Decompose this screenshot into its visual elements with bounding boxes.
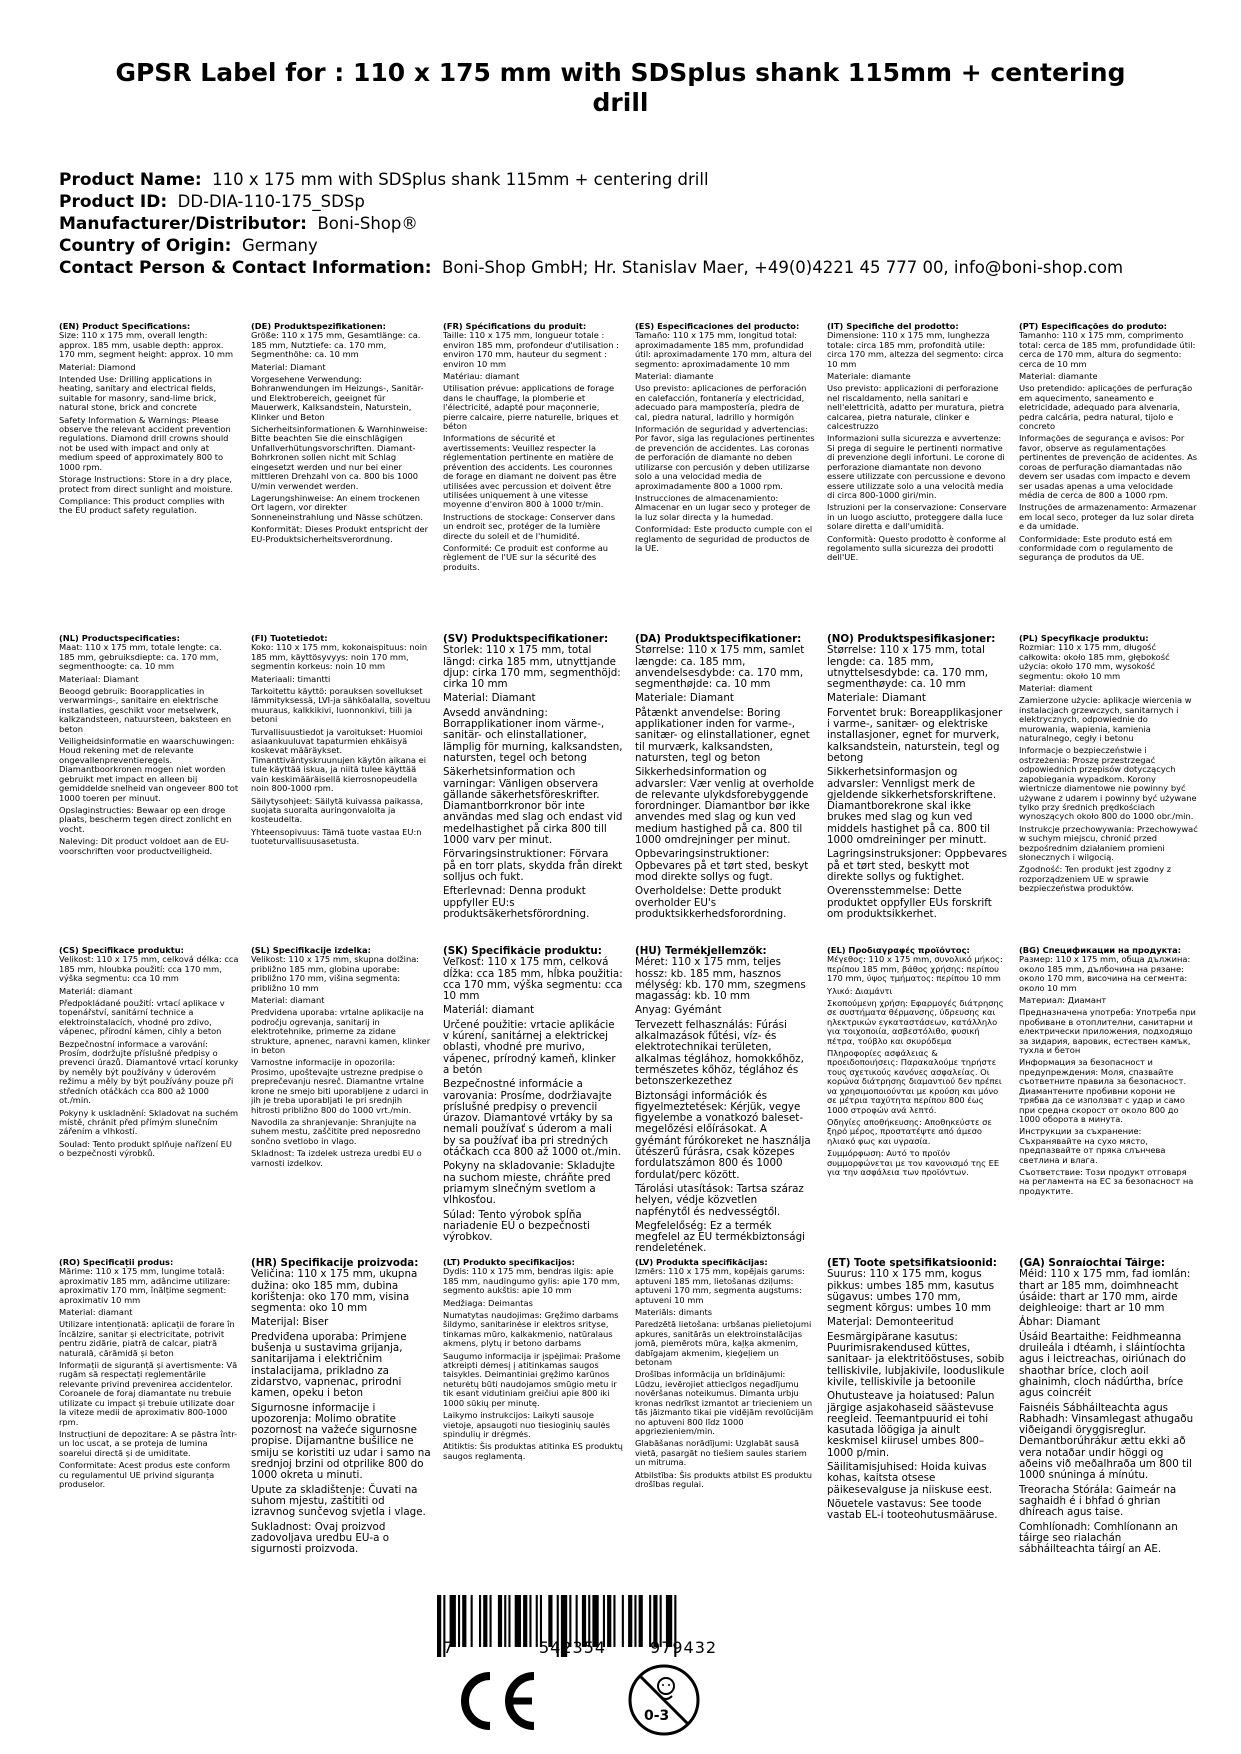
spec-block — [827, 946, 1007, 1258]
spec-paragraph: Matériau: diamant — [443, 371, 520, 382]
spec-heading: (NO) Produktspesifikasjoner: — [827, 634, 996, 645]
spec-paragraph: Overensstemmelse: Dette produktet oppfyller EUs forskrift om produktsikkerhet. — [827, 885, 992, 920]
barcode-bar — [622, 1595, 624, 1647]
spec-paragraph: Comhlíonadh: Comhlíonann an táirge seo rialachán sábháilteachta táirgí an AE. — [1019, 1520, 1178, 1556]
spec-paragraph: Glabāšanas norādījumi: Uzglabāt sausā vietā, pasargāt no tiešiem saules stariem un mitruma. — [635, 1438, 807, 1468]
spec-paragraph: Paredzētā lietošana: urbšanas pielietojumi apkures, sanitārās un elektroinstalācijas jomā, piemērots mūra, kaļķa akmenim, dabīgajam akmenim, ķieģeļiem un betonam — [635, 1319, 812, 1368]
spec-paragraph: Izmērs: 110 x 175 mm, kopējais garums: aptuveni 185 mm, lietošanas dziļums: aptuveni 170 mm, segmenta augstums: aptuveni 10 mm — [635, 1266, 805, 1305]
barcode-bar — [458, 1595, 460, 1647]
spec-heading: (DA) Produktspecifikationer: — [635, 634, 802, 645]
spec-paragraph: Sikkerhedsinformation og advarsler: Vær venlig at overholde de relevante ulykdsforebyggende forordninger. Diamantbor bør ikke anvendes med slag og kun ved medium hastighed på ca. 800 til 1000 omdrejninger per minut. — [635, 766, 814, 847]
spec-paragraph: Bezpečnostné informácie a varovania: Prosíme, dodržiavajte príslušné predpisy o prevencii úrazov. Diamantové vrtáky by sa nemali používať s úderom a mali by sa používať iba pri stredných otáčkach cca 800 až 1000 ot./min. — [443, 1078, 621, 1159]
spec-paragraph: Materiāls: dimants — [635, 1307, 713, 1318]
spec-block — [635, 634, 815, 946]
spec-paragraph: Size: 110 x 175 mm, overall length: approx. 185 mm, usable depth: approx. 170 mm, segment height: approx. 10 mm — [59, 330, 234, 360]
spec-paragraph: Предназначена употреба: Употреба при пробиване в отоплителни, санитарни и електрически приложения, подходящо за зидария, варовик, естествен камък, тухла и бетон — [1019, 1007, 1196, 1056]
spec-block — [59, 634, 239, 946]
spec-heading: (BG) Спецификации на продукта: — [1019, 946, 1182, 955]
spec-heading: (SL) Specifikacije izdelka: — [251, 946, 371, 955]
spec-paragraph: Tamanho: 110 x 175 mm, comprimento total: cerca de 185 mm, profundidade útil: cerca de 170 mm, altura do segmento: cerca de 10 mm — [1019, 330, 1196, 369]
spec-paragraph: Drošības informācija un brīdinājumi: Lūdzu, ievērojiet attiecīgos negadījumu novēršanas noteikumus. Dimanta urbju kronas nedrīkst izmantot ar triecieniem un tās jāizmanto tikai pie vidējām revolūcijām no aptuveni 800 līdz 1000 apgriezieniem/min. — [635, 1369, 814, 1436]
origin: Germany — [241, 236, 318, 255]
product-name-label: Product Name: — [59, 170, 202, 190]
barcode-bar — [483, 1595, 487, 1647]
barcode-bar — [504, 1595, 506, 1647]
spec-heading: (PT) Especificações do produto: — [1019, 322, 1167, 331]
spec-paragraph: Συμμόρφωση: Αυτό το προϊόν συμμορφώνεται με τον κανονισμό της ΕΕ για την ασφάλεια των προϊόντων. — [827, 1148, 1000, 1177]
barcode-digits-right: 979432 — [650, 1638, 718, 1657]
spec-paragraph: Atitiktis: Šis produktas atitinka ES produktų saugos reglamentą. — [443, 1441, 623, 1461]
spec-paragraph: Naleving: Dit product voldoet aan de EU-voorschriften voor productveiligheid. — [59, 836, 230, 856]
spec-heading: (RO) Specificații produs: — [59, 1258, 174, 1267]
barcode-bar — [490, 1595, 492, 1647]
spec-paragraph: Informacje o bezpieczeństwie i ostrzeżenia: Proszę przestrzegać odpowiednich przepisów dotyczących zapobiegania wypadkom. Korony wiertnicze diamentowe nie powinny być używane z udarem i powinny być używane tylko przy średnich prędkościach wynoszących około 800 do 1000 obr./min. — [1019, 745, 1197, 822]
manufacturer-label: Manufacturer/Distributor: — [59, 214, 307, 234]
spec-paragraph: Treoracha Stórála: Gaimeár na saghaidh é i bhfad ó ghrian dhíreach agus taise. — [1019, 1483, 1177, 1519]
spec-paragraph: Predviđena uporaba: Primjene bušenja u sustavima grijanja, sanitarijama i električnim instalacijama, prikladno za zidarstvo, vapnenac, prirodni kamen, opeku i beton — [251, 1330, 407, 1400]
product-info — [59, 169, 1123, 279]
spec-block — [443, 1258, 623, 1588]
spec-paragraph: Velikost: 110 x 175 mm, skupna dolžina: približno 185 mm, globina uporabe: približno 170 mm, višina segmenta: približno 10 mm — [251, 954, 420, 993]
spec-paragraph: Sukladnost: Ovaj proizvod zadovoljava uredbu EU-a o sigurnosti proizvoda. — [251, 1520, 390, 1556]
spec-heading: (PL) Specyfikacje produktu: — [1019, 634, 1149, 643]
spec-block — [827, 322, 1007, 634]
spec-paragraph: Avsedd användning: Borrapplikationer inom värme-, sanitär- och elinstallationer, lämplig för murning, kalksandsten, natursten, tegel och betong — [443, 706, 623, 764]
barcode-bar — [508, 1595, 510, 1647]
spec-paragraph: Informazioni sulla sicurezza e avvertenze: Si prega di seguire le pertinenti normative di prevenzione degli infortuni. Le corone di perforazione diamantate non devono essere utilizzate con percussione e devono essere utilizzate solo a una velocità media di circa 800-1000 giri/min. — [827, 433, 1006, 500]
not-for-children-0-3-icon — [626, 1662, 702, 1738]
spec-paragraph: Tervezett felhasználás: Fúrási alkalmazások fűtési, víz- és elektrotechnikai területen, alkalmas téglához, homokkőhöz, természetes kőhöz, téglához és betonszerkezethez — [635, 1018, 804, 1088]
spec-paragraph: Sikkerhetsinformasjon og advarsler: Vennligst merk de gjeldende sikkerhetsforskriftene. Diamantborekrone skal ikke brukes med slag og kun ved middels hastighet på ca. 800 til 1000 omdreininger per minutt. — [827, 766, 997, 847]
spec-paragraph: Πληροφορίες ασφάλειας & προειδοποιήσεις: Παρακαλούμε τηρήστε τους σχετικούς κανόνες ασφαλείας. Οι κορώνα διάτρησης διαμαντιού δεν πρέπει να χρησιμοποιούνται με κρούση και μόνο σε μέτρια ταχύτητα περίπου 800 έως 1000 στροφών ανά λεπτό. — [827, 1048, 1002, 1115]
manufacturer-row — [59, 213, 1123, 235]
spec-paragraph: Medžiaga: Deimantas — [443, 1297, 533, 1308]
spec-paragraph: Pokyny k uskladnění: Skladovat na suchém místě, chránit před přímým slunečním zářením a vlhkostí. — [59, 1107, 239, 1137]
spec-paragraph: Material: diamant — [251, 995, 325, 1006]
spec-paragraph: Efterlevnad: Denna produkt uppfyller EU:s produktsäkerhetsförordning. — [443, 885, 590, 920]
barcode-bar — [498, 1595, 502, 1647]
contact: Boni-Shop GmbH; Hr. Stanislav Maer, +49(0)4221 45 777 00, info@boni-shop.com — [442, 258, 1124, 277]
spec-paragraph: Материал: Диамант — [1019, 995, 1107, 1006]
spec-heading: (SV) Produktspecifikationer: — [443, 634, 609, 645]
spec-paragraph: Οδηγίες αποθήκευσης: Αποθηκεύστε σε ξηρό μέρος, προστατέψτε από άμεσο ηλιακό φως και υγρασία. — [827, 1116, 992, 1146]
spec-paragraph: Säkerhetsinformation och varningar: Vänligen observera gällande säkerhetsföreskrifter. Diamantborrkronor bör inte användas med slag och endast vid medelhastighet på cirka 800 till 1000 varv per minut. — [443, 766, 623, 847]
spec-paragraph: Pokyny na skladovanie: Skladujte na suchom mieste, chráňte pred priamym slnečným svetlom a vlhkosťou. — [443, 1160, 615, 1207]
spec-paragraph: Størrelse: 110 x 175 mm, total lengde: ca. 185 mm, utnyttelsesdybde: ca. 170 mm, segmenthøyde: ca. 10 mm — [827, 644, 989, 691]
spec-paragraph: Predvidena uporaba: vrtalne aplikacije na področju ogrevanja, sanitarij in elektrotehnike, primerne za zidane strukture, apnenec, naravni kamen, klinker in beton — [251, 1007, 431, 1056]
spec-paragraph: Información de seguridad y advertencias: Por favor, siga las regulaciones pertinentes de prevención de accidentes. Las coronas de perforación de diamante no deben utilizarse con percusión y deben utilizarse solo a una velocidad media de aproximadamente 800 a 1000 rpm. — [635, 424, 815, 491]
spec-paragraph: Materiał: diament — [1019, 683, 1093, 694]
spec-paragraph: Material: Diamant — [251, 361, 326, 372]
spec-paragraph: Beoogd gebruik: Boorapplicaties in verwarmings-, sanitaire en elektrische installaties, geschikt voor metselwerk, kalkzandsteen, natuursteen, baksteen en beton — [59, 686, 232, 734]
spec-paragraph: Veličina: 110 x 175 mm, ukupna dužina: oko 185 mm, dubina korištenja: oko 170 mm, visina segmenta: oko 10 mm — [251, 1268, 418, 1315]
spec-heading: (SK) Špecifikácie produktu: — [443, 946, 602, 957]
spec-paragraph: Určené použitie: vrtacie aplikácie v kúrení, sanitárnej a elektrickej oblasti, vhodné pre murivo, vápenec, prírodný kameň, klinker a betón — [443, 1018, 616, 1076]
spec-heading: (FR) Spécifications du produit: — [443, 322, 587, 331]
spec-paragraph: Laikymo instrukcijos: Laikyti sausoje vietoje, apsaugoti nuo tiesioginių saulės spindulių ir drėgmės. — [443, 1410, 610, 1439]
spec-heading: (LT) Produkto specifikacijos: — [443, 1258, 575, 1267]
barcode-bar — [639, 1595, 643, 1647]
spec-block — [1019, 1258, 1199, 1588]
barcode-bar — [523, 1595, 527, 1647]
spec-paragraph: Navodila za shranjevanje: Shranjujte na suhem mestu, zaščitite pred neposredno sončno svetlobo in vlago. — [251, 1116, 421, 1146]
barcode-bar — [536, 1595, 538, 1647]
spec-paragraph: Zgodność: Ten produkt jest zgodny z rozporządzeniem UE w sprawie bezpieczeństwa produktów. — [1019, 864, 1172, 894]
spec-paragraph: Biztonsági információk és figyelmeztetések: Kérjük, vegye figyelembe a vonatkozó baleset-megelőzési előírásokat. A gyémánt fúrókoreket ne használja ütészerű fúrásra, csak közepes fordulatszámon 800 és 1000 fordulat/perc között. — [635, 1089, 811, 1181]
spec-paragraph: Material: Diamond — [59, 361, 136, 372]
spec-block — [1019, 946, 1199, 1258]
spec-paragraph: Υλικό: Διαμάντι — [827, 985, 893, 996]
spec-paragraph: Velikost: 110 x 175 mm, celková délka: cca 185 mm, hloubka použití: cca 170 mm, výška segmentu: cca 10 mm — [59, 954, 239, 984]
spec-paragraph: Conformidad: Este producto cumple con el reglamento de seguridad de productos de la UE. — [635, 524, 813, 553]
spec-heading: (NL) Productspecificaties: — [59, 634, 180, 643]
spec-paragraph: Sigurnosne informacije i upozorenja: Molimo obratite pozornost na važeće sigurnosne propise. Dijamantne bušilice ne smiju se koristiti uz udar i samo na srednjoj brzini od otprilike 800 do 1000 okreta u minuti. — [251, 1401, 431, 1482]
spec-paragraph: Sicherheitsinformationen & Warnhinweise: Bitte beachten Sie die einschlägigen Unfallverhütungsvorschriften. Diamant-Bohrkronen sollen nicht mit Schlag eingesetzt werden und nur bei einer mittleren Drehzahl von ca. 800 bis 1000 U/min verwendet werden. — [251, 424, 428, 491]
spec-paragraph: Størrelse: 110 x 175 mm, samlet længde: ca. 185 mm, anvendelsesdybde: ca. 170 mm, segmenthøjde: ca. 10 mm — [635, 644, 805, 691]
spec-block — [827, 1258, 1007, 1588]
spec-heading: (EN) Product Specifications: — [59, 322, 191, 331]
spec-paragraph: Conformità: Questo prodotto è conforme al regolamento sulla sicurezza dei prodotti dell'UE. — [827, 533, 1006, 563]
spec-paragraph: Nõuetele vastavus: See toode vastab EL-i tooteohutusmääruse. — [827, 1497, 998, 1522]
spec-paragraph: Materiale: Diamant — [827, 692, 926, 705]
spec-paragraph: Suurus: 110 x 175 mm, kogus pikkus: umbes 185 mm, kasutus sügavus: umbes 170 mm, segment kõrgus: umbes 10 mm — [827, 1268, 995, 1315]
page-title: GPSR Label for : 110 x 175 mm with SDSplus shank 115mm + centering drill — [115, 58, 1126, 117]
manufacturer: Boni-Shop® — [317, 214, 418, 233]
spec-paragraph: Tamaño: 110 x 175 mm, longitud total: aproximadamente 185 mm, profundidad útil: aproximadamente 170 mm, altura del segmento: aproximadamente 10 mm — [635, 330, 812, 369]
spec-block — [251, 946, 431, 1258]
spec-heading: (FI) Tuotetiedot: — [251, 634, 328, 643]
spec-block — [1019, 634, 1199, 946]
spec-paragraph: Overholdelse: Dette produkt overholder EU's produktsikkerhedsforordning. — [635, 885, 787, 920]
contact-row — [59, 257, 1123, 279]
spec-paragraph: Megfelelőség: Ez a termék megfelel az EU termékbiztonsági rendeletének. — [635, 1219, 805, 1255]
spec-paragraph: Säilitamisjuhised: Hoida kuivas kohas, kaitsta otsese päikesevalguse ja niiskuse eest. — [827, 1461, 993, 1496]
spec-paragraph: Eesmärgipärane kasutus: Puurimisrakendused küttes, sanitaar- ja elektritööstuses, sobib telliskivile, lubjakivile, looduslikule kivile, telliskivile ja betoonile — [827, 1330, 1005, 1388]
spec-block — [443, 946, 623, 1258]
spec-paragraph: Skladnost: Ta izdelek ustreza uredbi EU o varnosti izdelkov. — [251, 1148, 422, 1168]
spec-paragraph: Turvallisuustiedot ja varoitukset: Huomioi asiaankuuluvat tapaturmien ehkäisyä koskevat määräykset. Timanttiväntyskruunujen käytön aikana ei tule käyttää iskua, ja niitä tulee käyttää vain keskimääräisellä kierrosnopeudella noin 800-1000 rpm. — [251, 726, 427, 794]
product-name: 110 x 175 mm with SDSplus shank 115mm + centering drill — [212, 170, 709, 189]
spec-paragraph: Σκοπούμενη χρήση: Εφαρμογές διάτρησης σε συστήματα θέρμανσης, ύδρευσης και ηλεκτρικών εγκαταστάσεων, κατάλληλο για τοιχοποιία, ασβεστόλιθο, φυσική πέτρα, τούβλο και σκυρόδεμα — [827, 998, 1004, 1046]
spec-paragraph: Veľkosť: 110 x 175 mm, celková dĺžka: cca 185 mm, hĺbka použitia: cca 170 mm, výška segmentu: cca 10 mm — [443, 956, 623, 1003]
spec-paragraph: Instruções de armazenamento: Armazenar em local seco, proteger da luz solar direta e da umidade. — [1019, 502, 1197, 532]
spec-paragraph: Mărime: 110 x 175 mm, lungime totală: aproximativ 185 mm, adâncime utilizare: aproximativ 170 mm, înălțime segment: aproximativ 10 mm — [59, 1266, 231, 1305]
spec-paragraph: Instructions de stockage: Conserver dans un endroit sec, protéger de la lumière directe du soleil et de l'humidité. — [443, 511, 616, 541]
contact-label: Contact Person & Contact Information: — [59, 258, 432, 278]
ce-mark-icon — [452, 1670, 538, 1732]
spec-paragraph: Conformidade: Este produto está em conformidade com o regulamento de segurança de produtos da UE. — [1019, 533, 1174, 563]
spec-paragraph: Vorgesehene Verwendung: Bohranwendungen im Heizungs-, Sanitär- und Elektrobereich, geeignet für Mauerwerk, Kalksandstein, Naturstein, Klinker und Beton — [251, 374, 424, 422]
spec-paragraph: Uso pretendido: aplicações de perfuração em aquecimento, saneamento e eletricidade, adequado para alvenaria, pedra calcária, pedra natural, tijolo e concreto — [1019, 383, 1193, 432]
spec-heading: (HU) Termékjellemzők: — [635, 946, 767, 957]
spec-paragraph: Varnostne informacije in opozorila: Prosimo, upoštevajte ustrezne predpise o preprečevanju nesreč. Diamantne vrtalne krone ne smejo biti uporabljene z udarci in jih je treba uporabljati le pri srednjih hitrosti približno 800 do 1000 vrt./min. — [251, 1057, 429, 1115]
spec-paragraph: Materiaali: timantti — [251, 673, 331, 684]
spec-paragraph: Forventet bruk: Boreapplikasjoner i varme-, sanitær- og elektriske installasjoner, egnet for murverk, kalksandstein, naturstein, tegl og betong — [827, 706, 1003, 764]
spec-paragraph: Méid: 110 x 175 mm, fad iomlán: thart ar 185 mm, doimhneacht úsáide: thart ar 170 mm, airde deighleoige: thart ar 10 mm — [1019, 1268, 1191, 1315]
product-id-label: Product ID: — [59, 192, 168, 212]
spec-paragraph: Säilytysohjeet: Säilytä kuivassa paikassa, suojata suoralta auringonvalolta ja kosteudelta. — [251, 795, 423, 825]
spec-heading: (GA) Sonraíochtaí Táirge: — [1019, 1258, 1166, 1269]
language-specs-grid — [59, 322, 1199, 1588]
spec-block — [443, 322, 623, 634]
spec-paragraph: Instrucțiuni de depozitare: A se păstra într-un loc uscat, a se proteja de lumina soarelui directă și de umiditate. — [59, 1428, 238, 1458]
spec-paragraph: Lagringsinstruksjoner: Oppbevares på et tørt sted, beskytt mot direkte sollys og fuktighet. — [827, 848, 1007, 883]
barcode-bar — [515, 1595, 521, 1647]
origin-row — [59, 235, 1123, 257]
spec-paragraph: Μέγεθος: 110 x 175 mm, συνολικό μήκος: περίπου 185 mm, βάθος χρήσης: περίπου 170 mm, ύψος τμήματος: περίπου 10 mm — [827, 954, 1003, 984]
spec-paragraph: Förvaringsinstruktioner: Förvara på en torr plats, skydda från direkt solljus och fukt. — [443, 848, 623, 883]
spec-paragraph: Materiale: Diamant — [635, 692, 734, 705]
spec-paragraph: Taille: 110 x 175 mm, longueur totale : environ 185 mm, profondeur d'utilisation : environ 170 mm, hauteur du segment : environ 10 mm — [443, 330, 619, 369]
spec-heading: (HR) Specifikacije proizvoda: — [251, 1258, 419, 1269]
spec-paragraph: Информация за безопасност и предупреждения: Моля, спазвайте съответните правила за безопасност. Диамантените пробивни корони не трябва да се използват с удар и само при средна скорост от около 800 до 1000 оборота в минута. — [1019, 1057, 1187, 1124]
origin-label: Country of Origin: — [59, 236, 232, 256]
spec-paragraph: Materijal: Biser — [251, 1316, 329, 1329]
spec-paragraph: Anyag: Gyémánt — [635, 1004, 722, 1017]
spec-paragraph: Tarkoitettu käyttö: porauksen sovellukset lämmityksessä, LVI-ja sähköalalla, soveltuu muuraus, kalkkikivi, luonnonkivi, tiili ja betoni — [251, 686, 431, 725]
spec-paragraph: Påtænkt anvendelse: Boring applikationer inden for varme-, sanitær- og elinstallationer, egnet til murværk, kalksandsten, natursten, tegl og beton — [635, 706, 810, 764]
spec-paragraph: Materiale: diamante — [827, 371, 911, 382]
spec-paragraph: Istruzioni per la conservazione: Conservare in un luogo asciutto, proteggere dalla luce solare diretta e dall'umidità. — [827, 502, 1007, 532]
product-id: DD-DIA-110-175_SDSp — [177, 192, 365, 211]
spec-paragraph: Conformité: Ce produit est conforme au règlement de l'UE sur la sécurité des produits. — [443, 542, 609, 572]
spec-paragraph: Ábhar: Diamant — [1019, 1316, 1101, 1329]
spec-paragraph: Material: diamante — [1019, 371, 1098, 382]
barcode-bar — [479, 1595, 481, 1647]
product-id-row — [59, 191, 1123, 213]
spec-paragraph: Materjal: Demonteeritud — [827, 1316, 954, 1329]
spec-paragraph: Größe: 110 x 175 mm, Gesamtlänge: ca. 185 mm, Nutztiefe: ca. 170 mm, Segmenthöhe: ca. 10 mm — [251, 330, 421, 360]
spec-paragraph: Instrucciones de almacenamiento: Almacenar en un lugar seco y proteger de la luz solar directa y la humedad. — [635, 492, 811, 522]
svg-text:0-3: 0-3 — [644, 1708, 670, 1724]
spec-block — [635, 1258, 815, 1588]
spec-block — [251, 634, 431, 946]
spec-paragraph: Faisnéis Sábháilteachta agus Rabhadh: Vinsamlegast athugaðu viðeigandi öryggisreglur. Demantborúhrákur ættu ekki að vera notaðar undir höggi og aðeins við meðalhraða um 800 til 1000 snúninga á mínútu. — [1019, 1401, 1194, 1482]
spec-block — [1019, 322, 1199, 634]
spec-paragraph: Předpokládané použití: vrtací aplikace v topenářství, sanitární technice a elektroinstalacích, vhodné pro zdivo, vápenec, přírodní kámen, cihly a beton — [59, 998, 225, 1037]
barcode-bar — [437, 1595, 441, 1657]
spec-block — [635, 946, 815, 1258]
spec-paragraph: Instrukcje przechowywania: Przechowywać w suchym miejscu, chronić przed bezpośrednim działaniem promieni słonecznych i wilgocią. — [1019, 823, 1198, 862]
spec-paragraph: Súlad: Tento výrobok spĺňa nariadenie EÚ o bezpečnosti výrobkov. — [443, 1208, 590, 1244]
spec-paragraph: Informations de sécurité et avertissements: Veuillez respecter la réglementation pertinente en matière de prévention des accidents. Les couronnes de forage en diamant ne doivent pas être utilisées avec percussion et doivent être utilisées uniquement à une vitesse moyenne d'environ 800 à 1000 tr/min. — [443, 433, 617, 510]
spec-paragraph: Materiál: diamant — [59, 985, 133, 996]
barcode-bar — [462, 1595, 466, 1647]
spec-paragraph: Veiligheidsinformatie en waarschuwingen: Houd rekening met de relevante ongevallenpreventieregels. Diamantboorkronen mogen niet worden gebruikt met impact en alleen bij gemiddelde snelheid van ongeveer 800 tot 1000 toeren per minuut. — [59, 736, 239, 803]
spec-paragraph: Conformitate: Acest produs este conform cu regulamentul UE privind siguranța produselor. — [59, 1460, 231, 1489]
spec-paragraph: Инструкции за съхранение: Съхранявайте на сухо място, предпазвайте от пряка слънчева светлина и влага. — [1019, 1126, 1166, 1165]
spec-paragraph: Safety Information & Warnings: Please observe the relevant accident prevention regulations. Diamond drill crowns should not be used with impact and only at medium speed of approximately 800 to 1000 rpm. — [59, 414, 231, 472]
spec-paragraph: Tárolási utasítások: Tartsa száraz helyen, védje közvetlen napfénytől és nedvességtől. — [635, 1182, 804, 1218]
spec-heading: (ET) Toote spetsifikatsioonid: — [827, 1258, 997, 1269]
barcode-digit-left: 7 — [443, 1638, 454, 1657]
spec-paragraph: Dydis: 110 x 175 mm, bendras ilgis: apie 185 mm, naudingumo gylis: apie 170 mm, segmento aukštis: apie 10 mm — [443, 1266, 620, 1296]
spec-heading: (EL) Προδιαγραφές προϊόντος: — [827, 946, 970, 955]
spec-paragraph: Upute za skladištenje: Čuvati na suhom mjestu, zaštititi od izravnog sunčevog svjetla i vlage. — [251, 1483, 426, 1519]
spec-paragraph: Utilisation prévue: applications de forage dans le chauffage, la plomberie et l'électricité, adapté pour maçonnerie, pierre calcaire, pierre naturelle, briques et béton — [443, 383, 619, 432]
spec-block — [59, 1258, 239, 1588]
spec-paragraph: Material: diamante — [635, 371, 714, 382]
spec-block — [59, 322, 239, 634]
spec-paragraph: Méret: 110 x 175 mm, teljes hossz: kb. 185 mm, hasznos mélység: kb. 170 mm, szegmens magasság: kb. 10 mm — [635, 956, 806, 1003]
spec-paragraph: Storlek: 110 x 175 mm, total längd: cirka 185 mm, utnyttjande djup: cirka 170 mm, segmenthöjd: cirka 10 mm — [443, 644, 621, 691]
product-name-row — [59, 169, 1123, 191]
spec-paragraph: Размер: 110 x 175 mm, обща дължина: около 185 mm, дълбочина на рязане: около 170 mm, височина на сегмента: около 10 mm — [1019, 954, 1191, 993]
spec-paragraph: Bezpečnostní informace a varování: Prosím, dodržujte příslušné předpisy o prevenci úrazů. Diamantové vrtací korunky by neměly být používány v úderovém režimu a měly by být používány pouze při středních otáčkách cca 800 až 1000 ot./min. — [59, 1038, 239, 1106]
spec-paragraph: Atbilstība: Šis produkts atbilst ES produktu drošības regulai. — [635, 1469, 812, 1489]
spec-paragraph: Material: diamant — [59, 1307, 133, 1318]
spec-block — [251, 322, 431, 634]
spec-paragraph: Material: Diamant — [443, 692, 536, 705]
spec-paragraph: Storage Instructions: Store in a dry place, protect from direct sunlight and moisture. — [59, 474, 234, 494]
spec-paragraph: Koko: 110 x 175 mm, kokonaispituus: noin 185 mm, käyttösyvyys: noin 170 mm, segmentin korkeus: noin 10 mm — [251, 642, 428, 672]
barcode-bar — [607, 1595, 611, 1647]
spec-paragraph: Saugumo informacija ir įspėjimai: Prašome atkreipti dėmesį į atitinkamas saugos taisykles. Deimantiniai gręžimo karūnos neturėtų būti naudojamos smūgio metu ir tik esant vidutiniam greičiui apie 800 iki 1000 sūkių per minutę. — [443, 1350, 621, 1408]
spec-paragraph: Materiál: diamant — [443, 1004, 535, 1017]
spec-paragraph: Maat: 110 x 175 mm, totale lengte: ca. 185 mm, gebruiksdiepte: ca. 170 mm, segmenthoogte: ca. 10 mm — [59, 642, 222, 672]
spec-paragraph: Yhteensopivuus: Tämä tuote vastaa EU:n tuoteturvallisuusasetusta. — [251, 826, 422, 847]
spec-paragraph: Intended Use: Drilling applications in heating, sanitary and electrical fields, suitable for masonry, sand-lime brick, natural stone, brick and concrete — [59, 374, 217, 413]
spec-heading: (LV) Produkta specifikācijas: — [635, 1258, 768, 1267]
spec-paragraph: Uso previsto: applicazioni di perforazione nel riscaldamento, nella sanitari e nell'elettricità, adatto per muratura, pietra calcarea, pietra naturale, clinker e calcestruzzo — [827, 383, 1005, 432]
spec-paragraph: Informações de segurança e avisos: Por favor, observe as regulamentações pertinentes de prevenção de acidentes. As coroas de perfuração diamantadas não devem ser usadas com impacto e devem ser usadas apenas a uma velocidade média de cerca de 800 a 1000 rpm. — [1019, 433, 1198, 500]
spec-heading: (IT) Specifiche del prodotto: — [827, 322, 959, 331]
spec-paragraph: Ohutusteave ja hoiatused: Palun järgige asjakohaseid säästevuse reegleid. Teemantpuurid ei tohi kasutada löögiga ja ainult keskmisel kiirusel umbes 800–1000 p/min. — [827, 1390, 995, 1459]
spec-paragraph: Utilizare intenționată: aplicații de forare în încălzire, sanitar și electricitate, potrivit pentru zidărie, piatră de calcar, piatră naturală, cărămidă și beton — [59, 1319, 235, 1358]
spec-paragraph: Zamierzone użycie: aplikacje wiercenia w instalacjach grzewczych, sanitarnych i elektrycznych, odpowiednie do murowania, wapienia, kamienia naturalnego, cegły i betonu — [1019, 695, 1192, 744]
spec-block — [827, 634, 1007, 946]
spec-block — [251, 1258, 431, 1588]
spec-block — [443, 634, 623, 946]
barcode-bar — [613, 1595, 615, 1647]
spec-paragraph: Soulad: Tento produkt splňuje nařízení EU o bezpečnosti výrobků. — [59, 1138, 232, 1159]
spec-paragraph: Compliance: This product complies with the EU product safety regulation. — [59, 495, 225, 516]
spec-heading: (ES) Especificaciones del producto: — [635, 322, 800, 331]
barcode-bar — [529, 1595, 531, 1647]
spec-heading: (CS) Specifikace produktu: — [59, 946, 184, 955]
spec-paragraph: Dimensione: 110 x 175 mm, lunghezza totale: circa 185 mm, profondità utile: circa 170 mm, altezza del segmento: circa 10 mm — [827, 330, 1004, 369]
spec-paragraph: Materiaal: Diamant — [59, 673, 139, 684]
barcode-bar — [471, 1595, 473, 1647]
spec-paragraph: Konformität: Dieses Produkt entspricht der EU-Produktsicherheitsverordnung. — [251, 524, 429, 544]
spec-paragraph: Opslaginstructies: Bewaar op een droge plaats, bescherm tegen direct zonlicht en vocht. — [59, 804, 232, 834]
spec-paragraph: Numatytas naudojimas: Gręžimo darbams šildymo, sanitarinėse ir elektros srityse, tinkamas mūro, kalkakmenio, natūralaus akmens, plytų ir betono darbams — [443, 1310, 619, 1349]
barcode-bar — [628, 1595, 632, 1647]
spec-block — [635, 322, 815, 634]
spec-paragraph: Uso previsto: aplicaciones de perforación en calefacción, fontanería y electricidad, adecuado para mampostería, piedra de cal, piedra natural, ladrillo y hormigón — [635, 383, 807, 422]
spec-paragraph: Съответствие: Този продукт отговаря на регламента на ЕС за безопасност на продуктите. — [1019, 1166, 1194, 1196]
spec-paragraph: Informații de siguranță și avertismente: Vă rugăm să respectați reglementările relevante privind prevenirea accidentelor. Coroanele de foraj diamantate nu trebuie utilizate cu impact și trebuie utilizate doar la viteze medii de aproximativ 800-1000 rpm. — [59, 1360, 238, 1427]
spec-paragraph: Opbevaringsinstruktioner: Opbevares på et tørt sted, beskyt mod direkte sollys og fugt. — [635, 848, 809, 883]
spec-block — [59, 946, 239, 1258]
spec-heading: (DE) Produktspezifikationen: — [251, 322, 386, 331]
barcode-bar — [634, 1595, 636, 1647]
barcode-digits-mid: 542354 — [539, 1638, 607, 1657]
spec-paragraph: Úsáid Beartaithe: Feidhmeanna druileála i dtéamh, i sláintíochta agus i leictreachas, oiriúnach do shaothar bríce, cloch aoil ghainimh, cloch nádúrtha, bríce agus coincréit — [1019, 1330, 1186, 1400]
spec-paragraph: Lagerungshinweise: An einem trockenen Ort lagern, vor direkter Sonneneinstrahlung und Nässe schützen. — [251, 492, 424, 522]
spec-paragraph: Rozmiar: 110 x 175 mm, długość całkowita: około 185 mm, głębokość użycia: około 170 mm, wysokość segmentu: około 10 mm — [1019, 642, 1170, 681]
